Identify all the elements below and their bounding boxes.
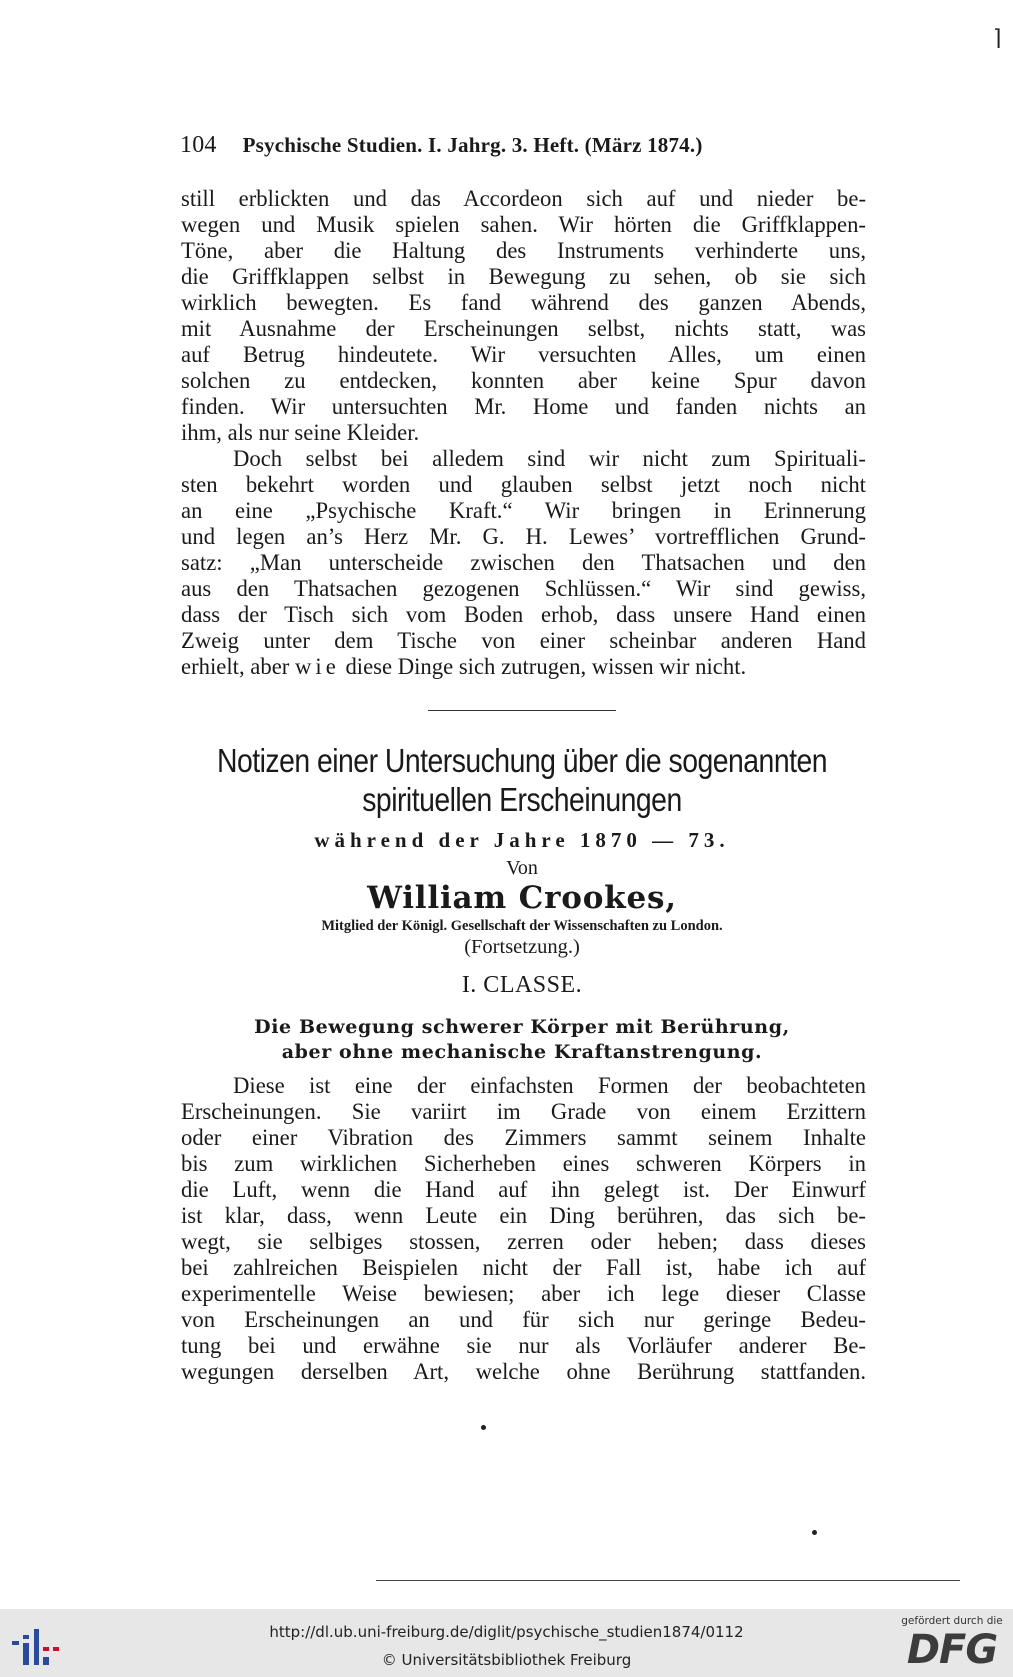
paragraph-2 [181, 446, 866, 680]
text-line: solchen zu entdecken, konnten aber keine Spur davon [181, 368, 866, 393]
text-line: aus den Thatsachen gezogenen Schlüssen.“ Wir sind gewiss, [181, 576, 866, 601]
copyright-notice: © Universitätsbibliothek Freiburg [381, 1651, 632, 1669]
page-number: 104 [180, 132, 217, 158]
text-line: mit Ausnahme der Erscheinungen selbst, nichts statt, was [181, 316, 866, 341]
paragraph-3 [181, 1073, 866, 1385]
text-line: Zweig unter dem Tische von einer scheinbar anderen Hand [181, 628, 866, 653]
section-subheading-line-2: aber ohne mechanische Kraftanstrengung. [281, 1041, 763, 1063]
section-divider [428, 710, 616, 711]
text-line: sten bekehrt worden und glauben selbst jetzt noch nicht [181, 472, 866, 497]
text-fragment: erhielt, aber [181, 654, 296, 679]
text-line: Diese ist eine der einfachsten Formen der beobachteten [233, 1073, 866, 1098]
text-line: wirklich bewegten. Es fand während des ganzen Abends, [181, 290, 866, 315]
text-line: bis zum wirklichen Sicherheben eines schweren Körpers in [181, 1151, 866, 1176]
author-name: William Crookes, [367, 880, 677, 916]
emphasized-word: wie [295, 654, 340, 679]
text-line: auf Betrug hindeutete. Wir versuchten Alles, um einen [181, 342, 866, 367]
text-line: dass der Tisch sich vom Boden erhob, dass unsere Hand einen [181, 602, 866, 627]
speck-dot [812, 1530, 817, 1535]
continuation-note: (Fortsetzung.) [464, 936, 580, 958]
page-bottom-rule [376, 1580, 960, 1581]
document-url-link[interactable]: http://dl.ub.uni-freiburg.de/diglit/psychische_studien1874/0112 [269, 1623, 744, 1641]
byline-von: Von [506, 857, 538, 879]
paragraph-1 [181, 186, 866, 446]
crop-mark: ⌉ [993, 26, 1002, 51]
running-head [180, 132, 880, 159]
author-affiliation: Mitglied der Königl. Gesellschaft der Wissenschaften zu London. [321, 918, 723, 934]
text-line: finden. Wir untersuchten Mr. Home und fanden nichts an [181, 394, 866, 419]
text-line: und legen an’s Herz Mr. G. H. Lewes’ vortrefflichen Grund- [181, 524, 866, 549]
text-line: wegt, sie selbiges stossen, zerren oder heben; dass dieses [181, 1229, 866, 1254]
article-title-line-2: spirituellen Erscheinungen [362, 781, 682, 818]
text-line: satz: „Man unterscheide zwischen den Thatsachen und den [181, 550, 866, 575]
text-line: wegen und Musik spielen sahen. Wir hörten die Griffklappen- [181, 212, 866, 237]
text-line-last [181, 654, 866, 680]
article-title-line-1: Notizen einer Untersuchung über die sogenannten [216, 742, 828, 779]
text-line: die Griffklappen selbst in Bewegung zu sehen, ob sie sich [181, 264, 866, 289]
text-line: tung bei und erwähne sie nur als Vorläufer anderer Be- [181, 1333, 866, 1358]
text-line: bei zahlreichen Beispielen nicht der Fall ist, habe ich auf [181, 1255, 866, 1280]
text-line: Doch selbst bei alledem sind wir nicht zum Spirituali- [233, 446, 866, 471]
class-heading: I. CLASSE. [461, 972, 583, 998]
text-line: ihm, als nur seine Kleider. [181, 420, 420, 445]
text-line: Töne, aber die Haltung des Instruments verhinderte uns, [181, 238, 866, 263]
text-line: oder einer Vibration des Zimmers sammt seinem Inhalte [181, 1125, 866, 1150]
section-subheading-line-1: Die Bewegung schwerer Körper mit Berührung, [254, 1016, 790, 1038]
dfg-wordmark: DFG [906, 1627, 998, 1673]
text-line: wegungen derselben Art, welche ohne Berührung stattfanden. [181, 1359, 866, 1384]
article-subtitle: während der Jahre 1870 — 73. [314, 828, 730, 852]
dfg-funding-text: gefördert durch die [901, 1615, 1003, 1627]
text-line: an eine „Psychische Kraft.“ Wir bringen in Erinnerung [181, 498, 866, 523]
text-fragment: diese Dinge sich zutrugen, wissen wir nicht. [339, 654, 747, 679]
text-line: experimentelle Weise bewiesen; aber ich lege dieser Classe [181, 1281, 866, 1306]
dfg-logo [896, 1613, 1008, 1675]
text-line: von Erscheinungen an und für sich nur geringe Bedeu- [181, 1307, 866, 1332]
text-line: Erscheinungen. Sie variirt im Grade von einem Erzittern [181, 1099, 866, 1124]
text-line: still erblickten und das Accordeon sich auf und nieder be- [181, 186, 866, 211]
running-head-text: Psychische Studien. I. Jahrg. 3. Heft. (März 1874.) [242, 133, 703, 157]
text-line: die Luft, wenn die Hand auf ihn gelegt ist. Der Einwurf [181, 1177, 866, 1202]
text-line: ist klar, dass, wenn Leute ein Ding berühren, das sich be- [181, 1203, 866, 1228]
viewer-footer [0, 1609, 1013, 1677]
speck-dot [481, 1425, 486, 1430]
